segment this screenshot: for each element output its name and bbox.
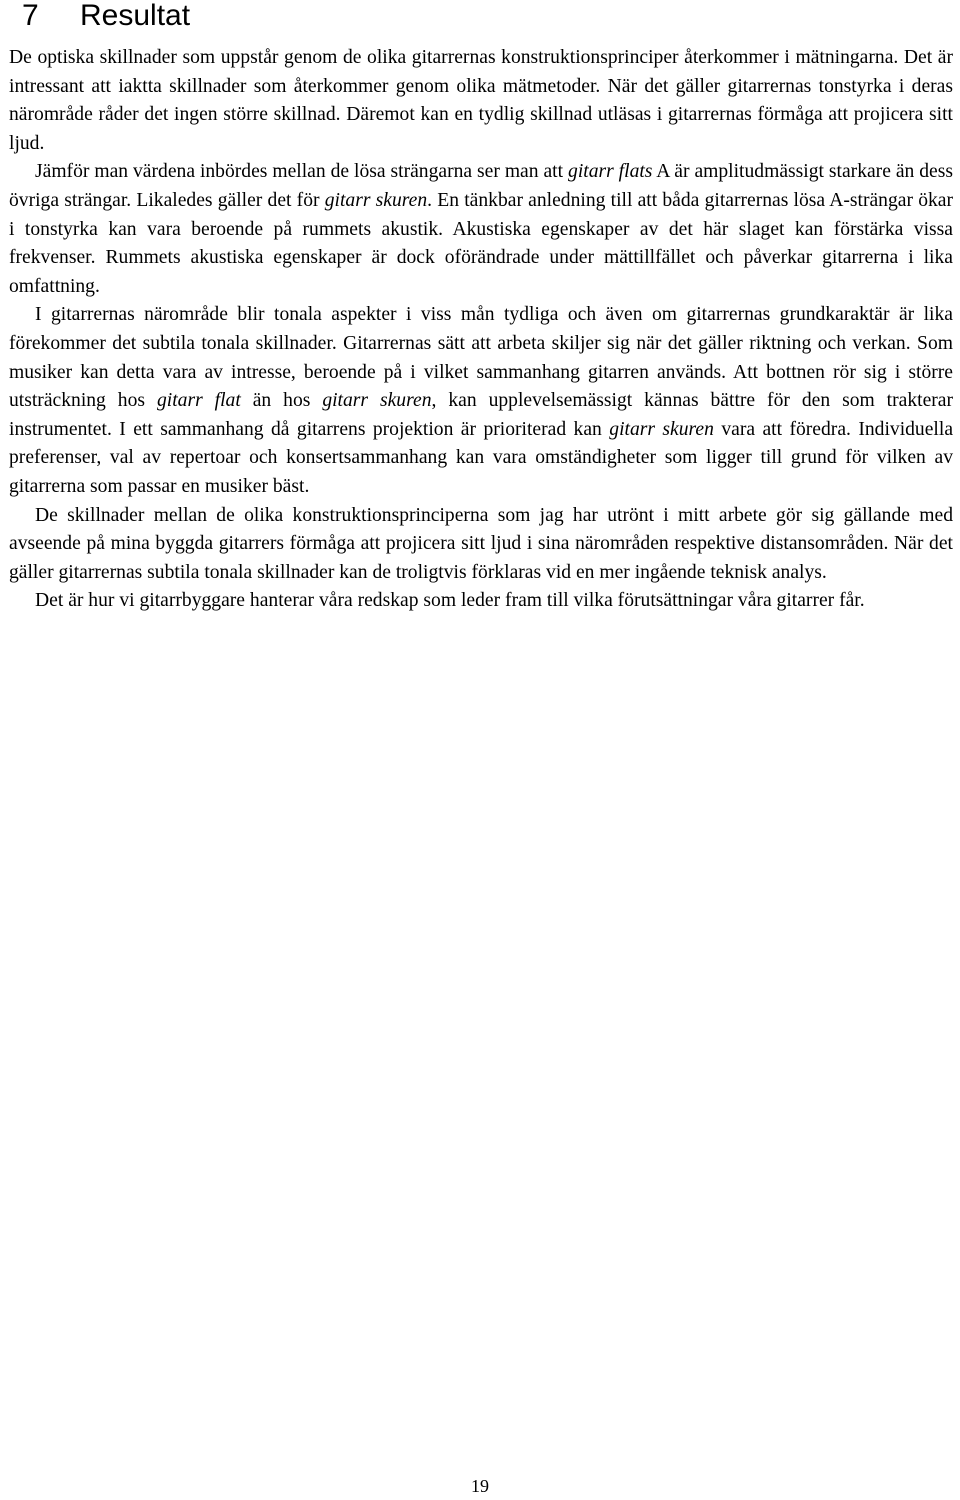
page-number: 19 [471, 1476, 489, 1496]
paragraph-text: . En tänkbar anledning till att båda gitarrernas lösa A-strängar ökar i tonstyrka kan vara beroende på rummets akustik. Akustiska egenskaper av det här slaget kan förstärka vissa frekvenser. Rummets akustiska egenskaper är dock oförändrade under mättillfället och påverkar gitarrerna i lika omfattning. [9, 189, 954, 297]
paragraph-conclusion [9, 587, 953, 616]
section-title: Resultat [80, 0, 191, 32]
guitar-name-emphasis: gitarr skuren [609, 418, 714, 440]
paragraph-text: Jämför man värdena inbördes mellan de lösa strängarna ser man att [35, 161, 569, 183]
paragraph-text: A är amplitudmässigt starkare än dess övriga strängar. Likaledes gäller det för [9, 161, 954, 211]
paragraph-text: De optiska skillnader som uppstår genom de olika gitarrernas konstruktionsprinciper återkommer i mätningarna. Det är intressant att iaktta skillnader som återkommer genom olika mätmetoder. När det gäller gitarrernas tonstyrka i deras närområde råder det ingen större skillnad. Däremot kan en tydlig skillnad utläsas i gitarrernas förmåga att projicera sitt ljud. [9, 47, 953, 154]
guitar-name-emphasis: gitarr skuren [322, 390, 432, 412]
guitar-name-emphasis: gitarr skuren [324, 189, 428, 211]
section-heading [22, 0, 190, 32]
paragraph-construction [9, 502, 953, 588]
paragraph-near-field [9, 301, 953, 501]
paragraph-text: än hos [240, 390, 323, 412]
paragraph-text: , kan upplevelsemässigt kännas bättre för den som trakterar instrumentet. I ett sammanhang då gitarrens projektion är prioriterad kan [9, 390, 954, 440]
body-text [9, 44, 953, 616]
paragraph-text: vara att föredra. Individuella preferenser, val av repertoar och konsertsammanhang kan vara omständigheter som ligger till grund för vilken av gitarrerna som passar en musiker bäst. [9, 418, 954, 497]
paragraph-text: De skillnader mellan de olika konstruktionsprinciperna som jag har utrönt i mitt arbete gör sig gällande med avseende på mina byggda gitarrers förmåga att projicera sitt ljud i sina närområden respektive distansområden. När det gäller gitarrernas subtila tonala skillnader kan de troligtvis förklaras vid en mer ingående teknisk analys. [9, 504, 953, 583]
section-number: 7 [22, 0, 39, 32]
paragraph-intro [9, 44, 953, 158]
paragraph-open-strings [9, 158, 953, 301]
paragraph-text: I gitarrernas närområde blir tonala aspekter i viss mån tydliga och även om gitarrernas grundkaraktär är lika förekommer det subtila tonala skillnader. Gitarrernas sätt att arbeta skiljer sig när det gäller riktning och verkan. Som musiker kan detta vara av intresse, beroende på i vilket sammanhang gitarren används. Att bottnen rör sig i större utsträckning hos [9, 304, 953, 412]
paragraph-text: Det är hur vi gitarrbyggare hanterar våra redskap som leder fram till vilka förutsättningar våra gitarrer får. [35, 590, 865, 612]
guitar-name-emphasis: gitarr flat [156, 390, 241, 412]
guitar-name-emphasis: gitarr flats [568, 161, 653, 183]
